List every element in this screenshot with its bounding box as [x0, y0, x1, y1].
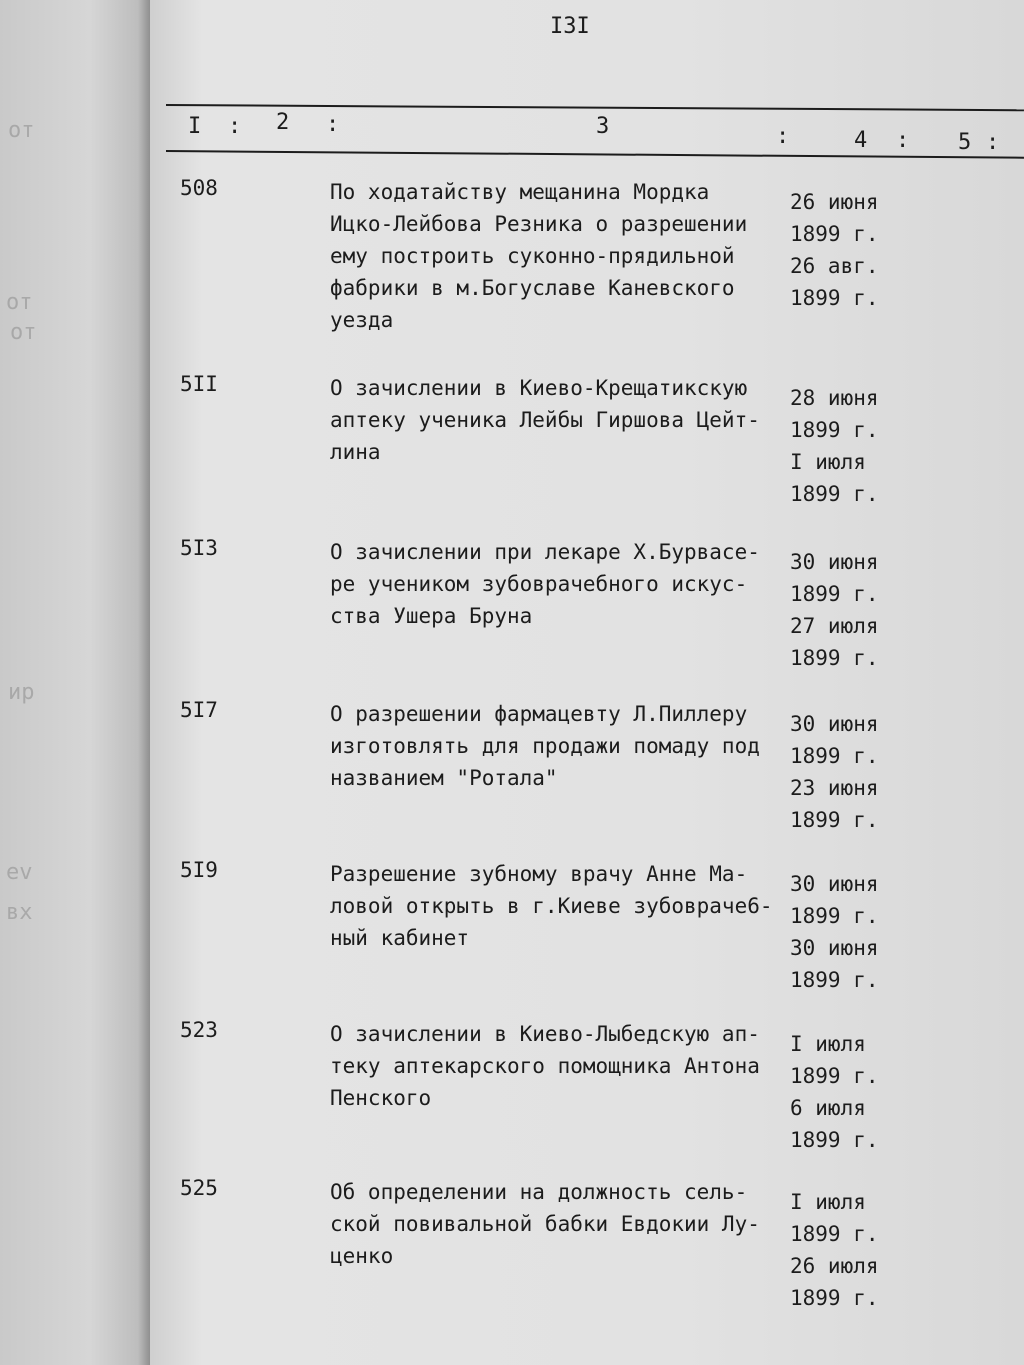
entry-number: 5II: [180, 372, 218, 396]
facing-page-edge: [0, 0, 150, 1365]
date-line: 6 июля: [790, 1096, 866, 1120]
entry-title: [330, 858, 790, 954]
title-line: О зачислении в Киево-Лыбедскую ап-: [330, 1022, 760, 1046]
title-line: ства Ушера Бруна: [330, 604, 533, 628]
entry-dates: [790, 186, 879, 314]
column-separator: :: [776, 124, 790, 149]
title-line: ный кабинет: [330, 926, 470, 950]
entry-title: [330, 176, 790, 336]
date-line: I июля: [790, 1032, 866, 1056]
title-line: ре учеником зубоврачебного искус-: [330, 572, 748, 596]
date-line: 30 июня: [790, 550, 879, 574]
date-line: 1899 г.: [790, 222, 879, 246]
date-line: 30 июня: [790, 936, 879, 960]
header-rule-top: [166, 104, 1024, 111]
title-line: Ицко-Лейбова Резника о разрешении: [330, 212, 748, 236]
entry-dates: [790, 1186, 879, 1314]
bleed-through-mark: от: [10, 320, 37, 345]
title-line: О разрешении фармацевту Л.Пиллеру: [330, 702, 748, 726]
date-line: I июля: [790, 1190, 866, 1214]
date-line: 1899 г.: [790, 582, 879, 606]
date-line: 1899 г.: [790, 646, 879, 670]
page-number: I3I: [550, 14, 590, 39]
bleed-through-mark: вх: [6, 900, 33, 925]
date-line: 1899 г.: [790, 904, 879, 928]
title-line: Об определении на должность сель-: [330, 1180, 748, 1204]
entry-dates: [790, 1028, 879, 1156]
entry-dates: [790, 382, 879, 510]
column-separator: :: [228, 114, 242, 139]
date-line: 1899 г.: [790, 286, 879, 310]
entry-number: 5I3: [180, 536, 218, 560]
document-page: [150, 0, 1024, 1365]
entry-dates: [790, 546, 879, 674]
column-header-5: 5: [958, 130, 972, 155]
title-line: теку аптекарского помощника Антона: [330, 1054, 760, 1078]
date-line: 1899 г.: [790, 968, 879, 992]
date-line: 1899 г.: [790, 1286, 879, 1310]
column-header-3: 3: [596, 114, 610, 139]
date-line: 23 июня: [790, 776, 879, 800]
entry-dates: [790, 868, 879, 996]
column-separator: :: [326, 112, 340, 137]
entry-number: 5I9: [180, 858, 218, 882]
title-line: По ходатайству мещанина Мордка: [330, 180, 710, 204]
date-line: 1899 г.: [790, 1222, 879, 1246]
bleed-through-mark: от: [8, 118, 35, 143]
title-line: ловой открыть в г.Киеве зубовраче6-: [330, 894, 773, 918]
entry-title: [330, 698, 790, 794]
title-line: О зачислении при лекаре Х.Бурвасе-: [330, 540, 760, 564]
entry-number: 508: [180, 176, 218, 200]
entry-dates: [790, 708, 879, 836]
entry-title: [330, 1018, 790, 1114]
entry-title: [330, 372, 790, 468]
date-line: 26 авг.: [790, 254, 879, 278]
date-line: 1899 г.: [790, 744, 879, 768]
bleed-through-mark: от: [6, 290, 33, 315]
date-line: 1899 г.: [790, 482, 879, 506]
date-line: 30 июня: [790, 872, 879, 896]
column-header-4: 4: [854, 128, 868, 153]
column-header-1: I: [188, 114, 202, 139]
entry-number: 525: [180, 1176, 218, 1200]
title-line: уезда: [330, 308, 394, 332]
title-line: ской повивальной бабки Евдокии Лу-: [330, 1212, 760, 1236]
title-line: названием "Ротала": [330, 766, 558, 790]
title-line: фабрики в м.Богуславе Каневского: [330, 276, 735, 300]
entry-title: [330, 1176, 790, 1272]
bleed-through-line: [330, 348, 870, 366]
title-line: изготовлять для продажи помаду под: [330, 734, 760, 758]
title-line: Разрешение зубному врачу Анне Ма-: [330, 862, 748, 886]
bleed-through-mark: ир: [8, 680, 35, 705]
title-line: Пенского: [330, 1086, 432, 1110]
title-line: аптеку ученика Лейбы Гиршова Цейт-: [330, 408, 760, 432]
date-line: 1899 г.: [790, 808, 879, 832]
bleed-through-mark: ev: [6, 860, 33, 885]
title-line: ценко: [330, 1244, 394, 1268]
date-line: 1899 г.: [790, 1128, 879, 1152]
title-line: О зачислении в Киево-Крещатикскую: [330, 376, 748, 400]
date-line: 1899 г.: [790, 1064, 879, 1088]
entry-title: [330, 536, 790, 632]
entry-number: 5I7: [180, 698, 218, 722]
title-line: лина: [330, 440, 381, 464]
date-line: 26 июля: [790, 1254, 879, 1278]
date-line: 26 июня: [790, 190, 879, 214]
entry-number: 523: [180, 1018, 218, 1042]
date-line: 30 июня: [790, 712, 879, 736]
date-line: I июля: [790, 450, 866, 474]
date-line: 28 июня: [790, 386, 879, 410]
date-line: 27 июля: [790, 614, 879, 638]
column-separator: :: [896, 128, 910, 153]
date-line: 1899 г.: [790, 418, 879, 442]
column-header-2: 2: [276, 110, 290, 135]
column-separator: :: [986, 130, 1000, 155]
title-line: ему построить суконно-прядильной: [330, 244, 735, 268]
